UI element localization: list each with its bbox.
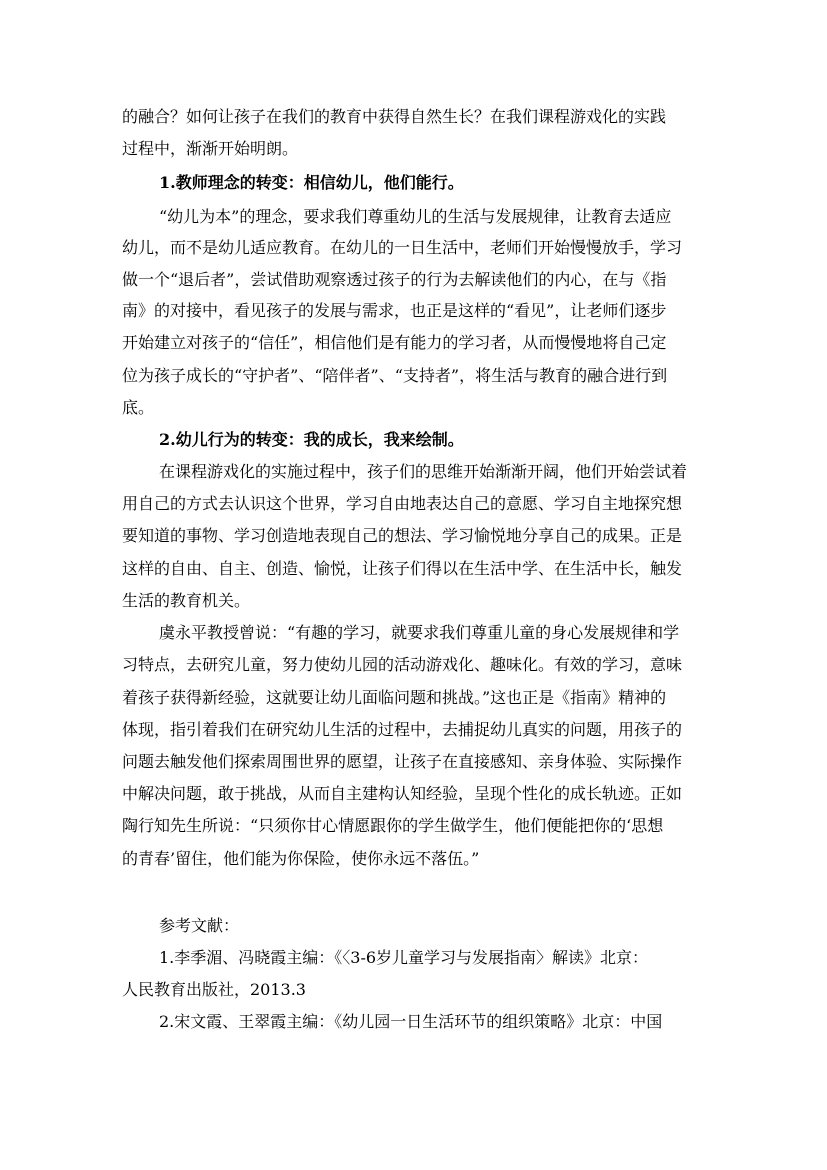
text-line: 位为孩子成长的“守护者”、“陪伴者”、“支持者”，将生活与教育的融合进行到 [122, 366, 668, 385]
text-line: 做一个“退后者”，尝试借助观察透过孩子的行为去解读他们的内心，在与《指 [122, 270, 667, 289]
text-line: 用自己的方式去认识这个世界，学习自由地表达自己的意愿、学习自主地探究想 [122, 494, 683, 513]
references-heading: 参考文献： [159, 916, 240, 935]
reference-item: 2.宋文霞、王翠霞主编：《幼儿园一日生活环节的组织策略》北京：中国 [159, 1012, 663, 1031]
text-line: 问题去触发他们探索周围世界的愿望，让孩子在直接感知、亲身体验、实际操作 [122, 752, 683, 771]
text-line: 南》的对接中，看见孩子的发展与需求，也正是这样的“看见”，让老师们逐步 [122, 301, 667, 320]
text-line: “幼儿为本”的理念，要求我们尊重幼儿的生活与发展规律，让教育去适应 [159, 207, 672, 226]
reference-item: 1.李季湄、冯晓霞主编：《〈3-6岁儿童学习与发展指南〉解读》北京： [159, 948, 649, 967]
text-line: 底。 [122, 398, 155, 417]
text-line: 幼儿，而不是幼儿适应教育。在幼儿的一日生活中，老师们开始慢慢放手，学习 [122, 238, 683, 257]
text-line: 的融合？如何让孩子在我们的教育中获得自然生长？在我们课程游戏化的实践 [122, 107, 667, 126]
text-line: 中解决问题，敢于挑战，从而自主建构认知经验，呈现个性化的成长轨迹。正如 [122, 784, 683, 803]
text-line: 过程中，渐渐开始明朗。 [122, 139, 299, 158]
text-line: 体现，指引着我们在研究幼儿生活的过程中，去捕捉幼儿真实的问题，用孩子的 [122, 720, 683, 739]
text-line: 着孩子获得新经验，这就要让幼儿面临问题和挑战。”这也正是《指南》精神的 [122, 688, 667, 707]
text-line: 这样的自由、自主、创造、愉悦，让孩子们得以在生活中学、在生活中长，触发 [122, 559, 683, 578]
text-line: 在课程游戏化的实施过程中，孩子们的思维开始渐渐开阔，他们开始尝试着 [159, 462, 688, 481]
text-line: 生活的教育机关。 [122, 591, 251, 610]
text-line: 的青春’留住，他们能为你保险，使你永远不落伍。” [122, 849, 480, 868]
text-line: 虞永平教授曾说：“有趣的学习，就要求我们尊重儿童的身心发展规律和学 [159, 623, 680, 642]
section-heading: 2.幼儿行为的转变：我的成长，我来绘制。 [159, 430, 464, 449]
text-line: 开始建立对孩子的“信任”，相信他们是有能力的学习者，从而慢慢地将自己定 [122, 333, 667, 352]
text-line: 习特点，去研究儿童，努力使幼儿园的活动游戏化、趣味化。有效的学习，意味 [122, 655, 683, 674]
reference-item: 人民教育出版社，2013.3 [122, 980, 306, 999]
section-heading: 1.教师理念的转变：相信幼儿，他们能行。 [159, 173, 464, 192]
text-line: 要知道的事物、学习创造地表现自己的想法、学习愉悦地分享自己的成果。正是 [122, 526, 683, 545]
text-line: 陶行知先生所说：“只须你甘心情愿跟你的学生做学生，他们便能把你的‘思想 [122, 816, 664, 835]
